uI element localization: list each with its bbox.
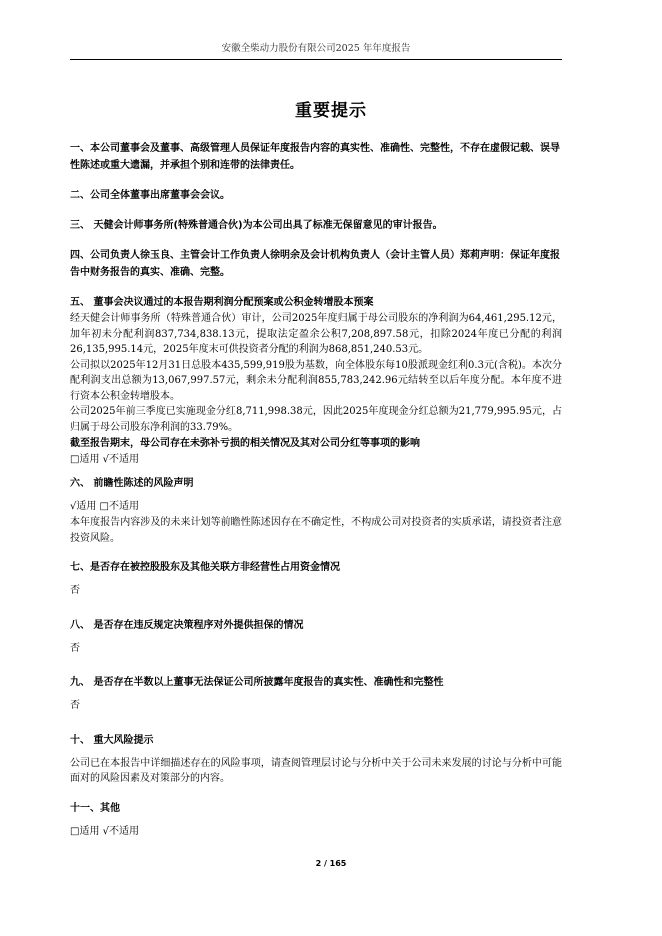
document-body — [70, 140, 562, 840]
section-6-paragraph: 本年度报告内容涉及的未来计划等前瞻性陈述因存在不确定性，不构成公司对投资者的实质承诺，请投资者注意投资风险。 — [70, 517, 562, 544]
section-5-paragraph-2: 公司拟以2025年12月31日总股本435,599,919股为基数，向全体股东每10股派现金红利0.3元(含税)。本次分配利润支出总额为13,067,997.57元，剩余未分配利润855,783,242.96元结转至以后年度分配。本年度不进行资本公积金转增股本。 — [70, 359, 562, 402]
section-5-paragraph-1: 经天健会计师事务所（特殊普通合伙）审计，公司2025年度归属于母公司股东的净利润为64,461,295.12元，加年初未分配利润837,734,838.13元，提取法定盈余公积7,208,897.58元，扣除2024年度已分配的利润26,135,995.14元，2025年度末可供投资者分配的利润为868,851,240.53元。 — [70, 313, 562, 355]
section-1: 一、本公司董事会及董事、高级管理人员保证年度报告内容的真实性、准确性、完整性，不存在虚假记载、误导性陈述或重大遗漏，并承担个别和连带的法律责任。 — [70, 143, 560, 171]
section-8-heading: 八、 是否存在违反规定决策程序对外提供担保的情况 — [70, 619, 304, 631]
page-title: 重要提示 — [295, 101, 367, 121]
section-5-heading: 五、 董事会决议通过的本报告期利润分配预案或公积金转增股本预案 — [70, 297, 374, 308]
section-4: 四、公司负责人徐玉良、主管会计工作负责人徐明余及会计机构负责人（会计主管人员）郑莉声明：保证年度报告中财务报告的真实、准确、完整。 — [70, 250, 560, 278]
section-5-checkbox-line: □适用 √不适用 — [70, 454, 139, 465]
section-10-heading: 十、 重大风险提示 — [70, 734, 154, 746]
section-2: 二、公司全体董事出席董事会会议。 — [70, 190, 230, 201]
page-header: 安徽全柴动力股份有限公司2025 年年度报告 — [70, 40, 562, 60]
page-number: 2 / 165 — [315, 859, 347, 868]
section-11-checkbox-line: □适用 √不适用 — [70, 825, 139, 837]
section-8-answer: 否 — [70, 642, 80, 654]
section-7-answer: 否 — [70, 585, 80, 596]
section-9-heading: 九、 是否存在半数以上董事无法保证公司所披露年度报告的真实性、准确性和完整性 — [70, 677, 444, 688]
section-6-heading: 六、 前瞻性陈述的风险声明 — [70, 478, 194, 489]
section-7-heading: 七、是否存在被控股股东及其他关联方非经营性占用资金情况 — [70, 562, 340, 573]
section-9-answer: 否 — [70, 700, 80, 711]
section-5-subheading: 截至报告期末，母公司存在未弥补亏损的相关情况及其对公司分红等事项的影响 — [70, 438, 420, 449]
section-11-heading: 十一、其他 — [70, 802, 120, 814]
section-6-checkbox-line: √适用 □不适用 — [70, 501, 139, 512]
section-10-paragraph: 公司已在本报告中详细描述存在的风险事项，请查阅管理层讨论与分析中关于公司未来发展的讨论与分析中可能面对的风险因素及对策部分的内容。 — [70, 757, 562, 784]
section-5-paragraph-3: 公司2025年前三季度已实施现金分红8,711,998.38元，因此2025年度现金分红总额为21,779,995.95元，占归属于母公司股东净利润的33.79%。 — [70, 406, 562, 433]
section-3: 三、 天健会计师事务所(特殊普通合伙)为本公司出具了标准无保留意见的审计报告。 — [70, 220, 443, 231]
